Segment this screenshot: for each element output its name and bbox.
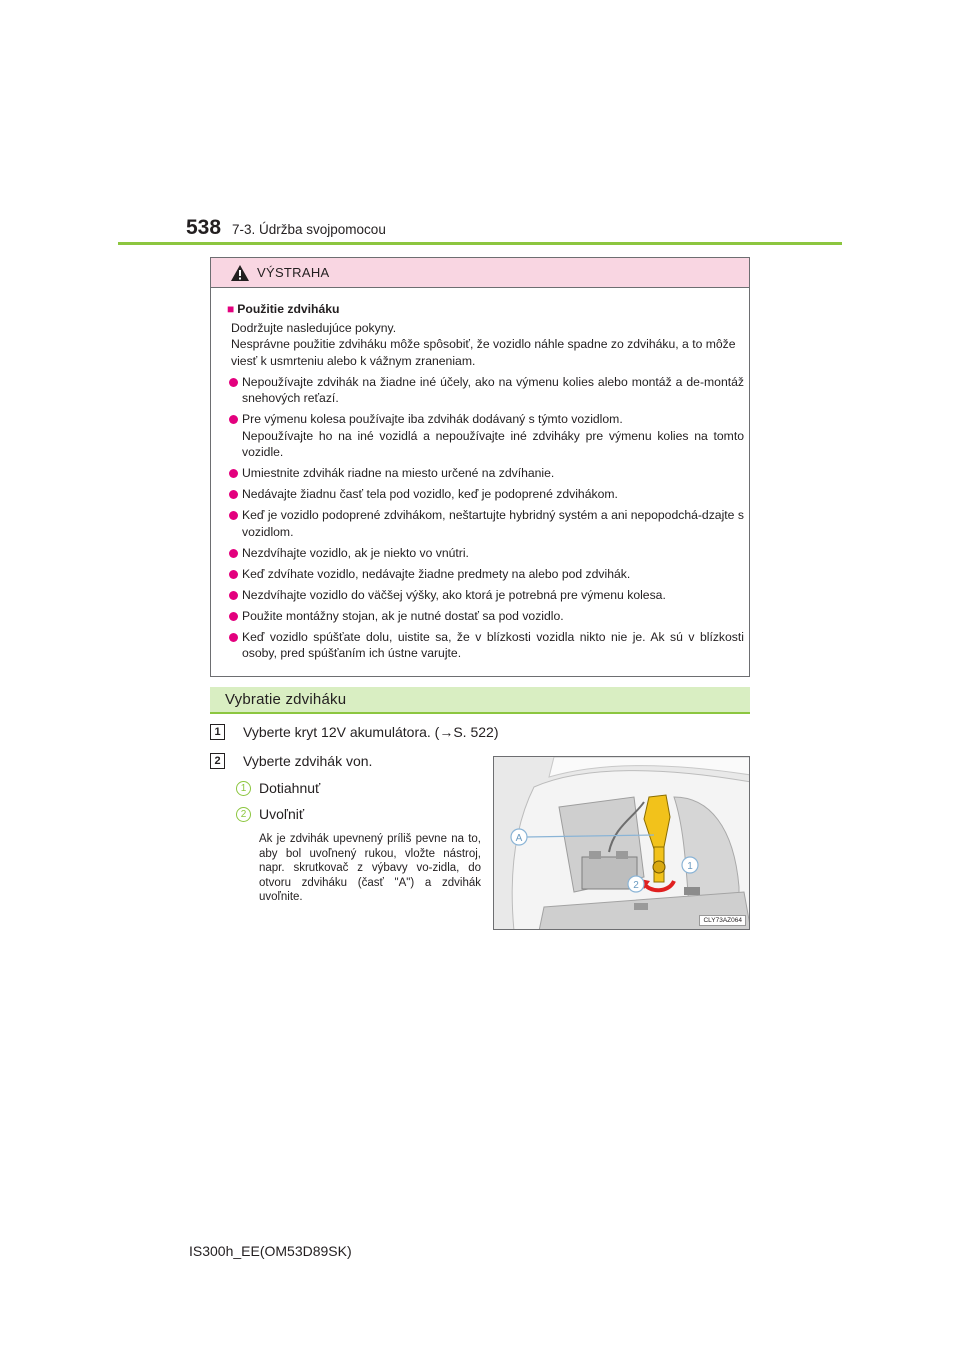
bullet-dot-icon: [229, 490, 238, 499]
figure-label-1: 1: [687, 861, 693, 872]
substep-number: 2: [236, 807, 251, 822]
bullet-dot-icon: [229, 591, 238, 600]
warning-bullet: Keď je vozidlo podoprené zdvihákom, neštartujte hybridný systém a ani nepopodchá-dzajte s vozidlom.: [227, 507, 744, 540]
warning-body: [227, 301, 744, 662]
substep-number: 1: [236, 781, 251, 796]
warning-bullet: Nepoužívajte zdvihák na žiadne iné účely, ako na výmenu kolies alebo montáž a de-montáž snehových reťazí.: [227, 374, 744, 407]
step-number: 2: [210, 753, 225, 769]
figure-label-2: 2: [633, 880, 639, 891]
figure-code: CLY73AZ064: [699, 915, 746, 926]
warning-heading-text: Použitie zdviháku: [237, 302, 340, 316]
square-bullet-icon: ■: [227, 302, 235, 316]
warning-bullet-continuation: Nepoužívajte ho na iné vozidlá a nepoužívajte iné zdviháky pre výmenu kolies na tomto vozidle.: [242, 428, 744, 459]
figure-label-a: A: [515, 833, 523, 844]
step-text: Vyberte kryt 12V akumulátora. (→S. 522): [243, 724, 499, 740]
warning-heading: [227, 301, 744, 318]
section-heading-text: Vybratie zdviháku: [225, 691, 347, 708]
warning-icon: [230, 264, 250, 282]
warning-bullet: Použite montážny stojan, ak je nutné dostať sa pod vozidlo.: [227, 608, 744, 625]
section-heading: [210, 687, 750, 714]
warning-header: [211, 258, 749, 288]
section-title: 7-3. Údržba svojpomocou: [232, 222, 386, 237]
bullet-dot-icon: [229, 612, 238, 621]
bullet-dot-icon: [229, 378, 238, 387]
warning-box: [210, 257, 750, 677]
header-divider: [118, 242, 842, 245]
warning-bullet: Nezdvíhajte vozidlo, ak je niekto vo vnútri.: [227, 545, 744, 562]
step-number: 1: [210, 724, 225, 740]
warning-intro-2: Nesprávne použitie zdviháku môže spôsobiť, že vozidlo náhle spadne zo zdviháku, a to môže viesť k usmrteniu alebo k vážnym zraneniam.: [231, 337, 736, 368]
page-number: 538: [186, 216, 222, 239]
warning-bullet: Umiestnite zdvihák riadne na miesto určené na zdvíhanie.: [227, 465, 744, 482]
bullet-dot-icon: [229, 469, 238, 478]
note-text: Ak je zdvihák upevnený príliš pevne na to, aby bol uvoľnený rukou, vložte nástroj, napr. skrutkovač z výbavy vo-zidla, do otvoru zdviháku (časť "A") a zdvihák uvoľnite.: [259, 833, 481, 903]
trunk-jack-drawing: [494, 757, 750, 930]
bullet-dot-icon: [229, 511, 238, 520]
footer-model: IS300h_EE(OM53D89SK): [189, 1243, 352, 1259]
warning-title: VÝSTRAHA: [257, 265, 330, 280]
substep-text: Uvoľniť: [259, 806, 305, 822]
bullet-dot-icon: [229, 415, 238, 424]
warning-bullet: Pre výmenu kolesa používajte iba zdvihák dodávaný s týmto vozidlom. Nepoužívajte ho na iné vozidlá a nepoužívajte iné zdviháky pre výmenu kolies na tomto vozidle.: [227, 411, 744, 461]
bullet-dot-icon: [229, 549, 238, 558]
step-text: Vyberte zdvihák von.: [243, 753, 373, 769]
bullet-dot-icon: [229, 570, 238, 579]
warning-bullet: Keď vozidlo spúšťate dolu, uistite sa, že v blízkosti vozidla nikto nie je. Ak sú v blízkosti osoby, pred spúšťaním ich ústne varujte.: [227, 629, 744, 662]
substep-text: Dotiahnuť: [259, 780, 321, 796]
jack-illustration: [493, 756, 750, 930]
warning-bullet: Nezdvíhajte vozidlo do väčšej výšky, ako ktorá je potrebná pre výmenu kolesa.: [227, 587, 744, 604]
warning-bullet: Nedávajte žiadnu časť tela pod vozidlo, keď je podoprené zdvihákom.: [227, 486, 744, 503]
warning-bullet: Keď zdvíhate vozidlo, nedávajte žiadne predmety na alebo pod zdvihák.: [227, 566, 744, 583]
bullet-dot-icon: [229, 633, 238, 642]
warning-intro-1: Dodržujte nasledujúce pokyny.: [231, 320, 397, 335]
